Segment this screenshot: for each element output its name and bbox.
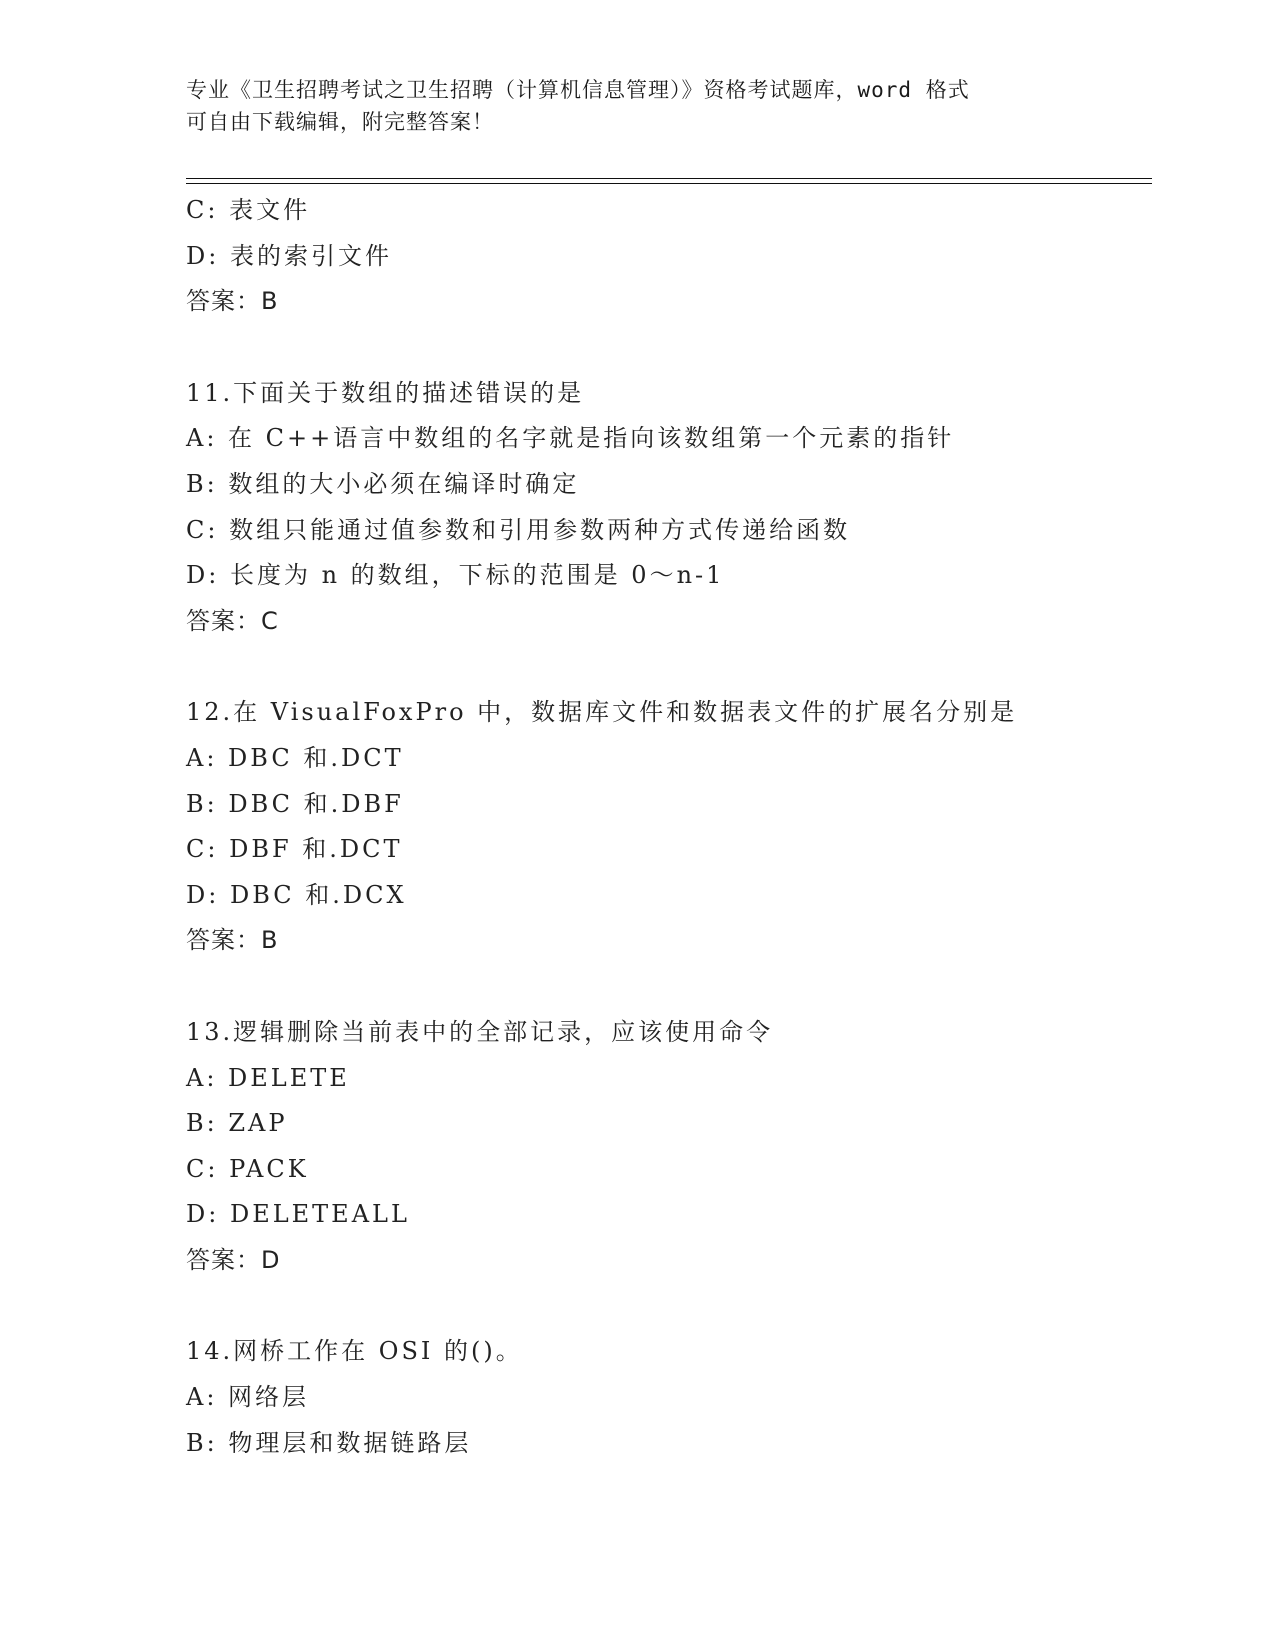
spacer <box>186 1283 1152 1329</box>
answer-line: 答案：C <box>186 606 279 635</box>
question-13 <box>186 1010 1152 1284</box>
option-b: B: 数组的大小必须在编译时确定 <box>186 469 580 498</box>
option-a: A: DBC 和.DCT <box>186 743 404 772</box>
option-c: C: 表文件 <box>186 196 311 224</box>
spacer <box>186 644 1152 690</box>
question-text: 14.网桥工作在 OSI 的()。 <box>186 1337 523 1366</box>
question-text: 12.在 VisualFoxPro 中，数据库文件和数据表文件的扩展名分别是 <box>186 698 1018 727</box>
option-b: B: ZAP <box>186 1109 288 1138</box>
question-11 <box>186 371 1152 645</box>
option-b: B: DBC 和.DBF <box>186 789 404 818</box>
header-divider-top <box>186 178 1152 179</box>
header-divider-bottom <box>186 183 1152 184</box>
question-text: 11.下面关于数组的描述错误的是 <box>186 378 585 407</box>
spacer <box>186 325 1152 371</box>
question-12 <box>186 690 1152 964</box>
option-d: D: 长度为 n 的数组，下标的范围是 0～n-1 <box>186 561 725 590</box>
document-body <box>186 188 1152 1466</box>
spacer <box>186 964 1152 1010</box>
question-14 <box>186 1329 1152 1466</box>
option-a: A: DELETE <box>186 1063 350 1092</box>
option-c: C: DBF 和.DCT <box>186 835 403 864</box>
option-c: C: PACK <box>186 1154 309 1183</box>
question-10 <box>186 188 1152 325</box>
option-a: A: 在 C++语言中数组的名字就是指向该数组第一个元素的指针 <box>186 424 955 453</box>
option-b: B: 物理层和数据链路层 <box>186 1428 472 1457</box>
question-text: 13.逻辑删除当前表中的全部记录，应该使用命令 <box>186 1017 774 1046</box>
document-header <box>186 74 1076 138</box>
option-d: D: 表的索引文件 <box>186 241 392 270</box>
header-line-1: 专业《卫生招聘考试之卫生招聘（计算机信息管理）》资格考试题库，word 格式 <box>186 78 970 102</box>
option-d: D: DELETEALL <box>186 1200 410 1229</box>
option-d: D: DBC 和.DCX <box>186 880 407 909</box>
answer-line: 答案：B <box>186 287 279 316</box>
header-line-2: 可自由下载编辑，附完整答案！ <box>186 110 494 134</box>
option-c: C: 数组只能通过值参数和引用参数两种方式传递给函数 <box>186 515 851 544</box>
answer-line: 答案：B <box>186 926 279 955</box>
answer-line: 答案：D <box>186 1245 281 1274</box>
option-a: A: 网络层 <box>186 1383 310 1412</box>
